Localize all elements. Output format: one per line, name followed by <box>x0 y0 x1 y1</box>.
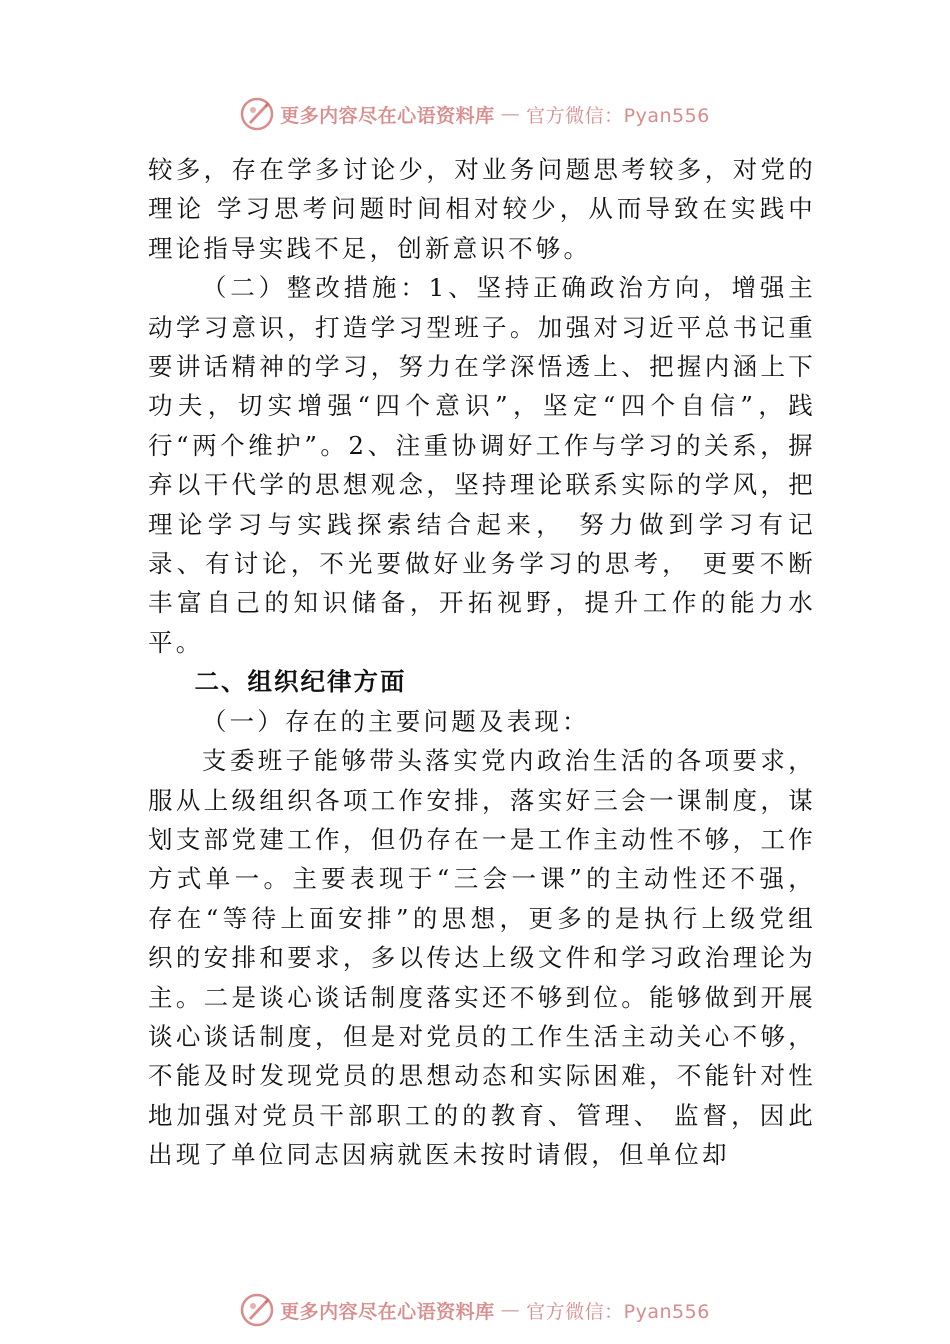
pen-feather-logo-icon <box>240 97 274 131</box>
watermark-wechat-text: 官方微信：Pyan556 <box>526 1300 710 1323</box>
pen-feather-logo-icon <box>240 1293 274 1327</box>
section-heading: 二、组织纪律方面 <box>194 667 407 697</box>
watermark-dash: — <box>500 103 521 125</box>
watermark-dash: — <box>500 1299 521 1321</box>
paragraph-problems: 支委班子能够带头落实党内政治生活的各项要求，服从上级组织各项工作安排，落实好三会一课制度，谋划支部党建工作，但仍存在一是工作主动性不够，工作方式单一。主要表现于“三会一课”的主动性还不强，存在“等待上面安排”的思想，更多的是执行上级党组织的安排和要求，多以传达上级文件和学习政治理论为主。二是谈心谈话制度落实还不够到位。能够做到开展谈心谈话制度，但是对党员的工作生活主动关心不够，不能及时发现党员的思想动态和实际困难，不能针对性地加强对党员干部职工的的教育、管理、 监督，因此出现了单位同志因病就医未按时请假，但单位却 <box>148 746 816 1170</box>
watermark-banner-top <box>0 94 950 134</box>
subsection-heading: （一）存在的主要问题及表现： <box>201 706 590 736</box>
watermark-site-text: 更多内容尽在心语资料库 <box>280 1300 495 1323</box>
document-body <box>148 150 816 1175</box>
watermark-wechat-text: 官方微信：Pyan556 <box>526 104 710 127</box>
paragraph-rectification-measures: （二）整改措施：1、坚持正确政治方向，增强主动学习意识，打造学习型班子。加强对习近平总书记重要讲话精神的学习，努力在学深悟透上、把握内涵上下功夫，切实增强“四个意识”，坚定“四个自信”，践行“两个维护”。2、注重协调好工作与学习的关系，摒弃以干代学的思想观念，坚持理论联系实际的学风，把理论学习与实践探索结合起来， 努力做到学习有记录、有讨论，不光要做好业务学习的思考， 更要不断丰富自己的知识储备，开拓视野，提升工作的能力水平。 <box>148 273 816 657</box>
watermark-site-text: 更多内容尽在心语资料库 <box>280 104 495 127</box>
paragraph-continuation: 较多，存在学多讨论少，对业务问题思考较多，对党的理论 学习思考问题时间相对较少，从而导致在实践中理论指导实践不足，创新意识不够。 <box>148 155 816 263</box>
watermark-banner-bottom <box>0 1290 950 1330</box>
